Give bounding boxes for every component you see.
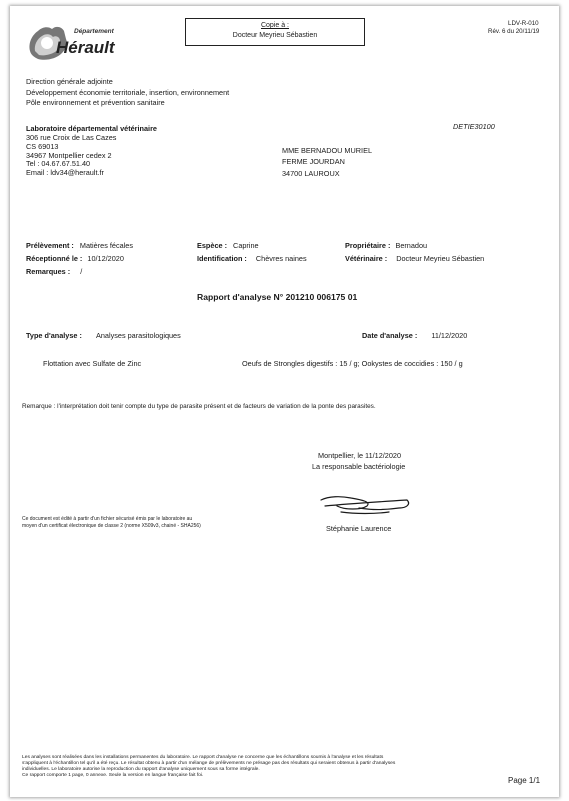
analysis-date-label: Date d'analyse :: [362, 331, 418, 340]
interpretation-remark: Remarque : l'interprétation doit tenir compte du type de parasite présent et de facteurs de variation de la ponte des parasites.: [22, 403, 376, 410]
analysis-result: Oeufs de Strongles digestifs : 15 / g; Ookystes de coccidies : 150 / g: [242, 359, 463, 368]
remarques-value: /: [80, 267, 83, 276]
espece-label: Espèce :: [197, 241, 228, 250]
copy-title: Copie à :: [260, 22, 290, 29]
ref-revision: Rév. 6 du 20/11/19: [488, 28, 540, 35]
recipient-line: MME BERNADOU MURIEL: [282, 146, 373, 155]
lab-line: Tel : 04.67.67.51.40: [26, 159, 91, 169]
recipient-line: 34700 LAUROUX: [282, 168, 340, 178]
analysis-type-row: [26, 331, 181, 340]
direction-line: Pôle environnement et prévention sanitaire: [26, 98, 165, 107]
logo-big-text: Hérault: [56, 38, 115, 57]
direction-line: Développement économie territoriale, insertion, environnement: [26, 87, 230, 97]
report-title: Rapport d'analyse N° 201210 006175 01: [197, 292, 358, 302]
footer-line: Les analyses sont réalisées dans les installations permanentes du laboratoire. Le rapport d'analyse ne concerne que les échantillons soumis à l'analyse et les résultats: [22, 755, 384, 760]
direction-line: Direction générale adjointe: [26, 77, 113, 86]
lab-name: Laboratoire départemental vétérinaire: [26, 124, 157, 133]
prelevement-label: Prélèvement :: [26, 241, 74, 250]
herault-logo: [26, 21, 126, 65]
page-number: Page 1/1: [508, 776, 541, 785]
lab-address: [26, 134, 116, 178]
prelevement-row: [26, 241, 133, 250]
signatory-name: Stéphanie Laurence: [326, 524, 392, 533]
reception-row: [26, 254, 124, 263]
copy-name: Docteur Meyrieu Sébastien: [232, 32, 318, 39]
footer-line: s'appliquent à l'échantillon tel qu'il a été reçu. Le résultat obtenu à partir d'un mélange de prélèvements ne présage pas des résultats qui seraient obtenus à partir d'analyses: [22, 761, 396, 766]
analysis-date-value: 11/12/2020: [431, 331, 468, 340]
lab-line: Email : ldv34@herault.fr: [26, 168, 104, 178]
proprietaire-row: [345, 241, 427, 250]
security-note-line: Ce document est édité à partir d'un fichier sécurisé émis par le laboratoire au: [22, 516, 193, 522]
remarques-row: [26, 267, 82, 276]
espece-value: Caprine: [233, 241, 259, 250]
remarques-label: Remarques :: [26, 267, 71, 276]
identification-row: [197, 254, 307, 263]
veterinaire-label: Vétérinaire :: [345, 254, 388, 263]
analysis-type-label: Type d'analyse :: [26, 331, 82, 340]
reception-value: 10/12/2020: [87, 254, 124, 263]
footer-disclaimer: [22, 755, 477, 779]
veterinaire-value: Docteur Meyrieu Sébastien: [396, 254, 485, 263]
ref-code: LDV-R-010: [508, 20, 539, 27]
handwritten-signature: [315, 484, 415, 524]
veterinaire-row: [345, 254, 484, 263]
espece-row: [197, 241, 259, 250]
proprietaire-label: Propriétaire :: [345, 241, 391, 250]
identification-label: Identification :: [197, 254, 247, 263]
lab-line: CS 69013: [26, 141, 59, 151]
proprietaire-value: Bernadou: [395, 241, 428, 250]
footer-line: individuelles. Le laboratoire autorise la reproduction du rapport d'analyse uniquement sous sa forme intégrale.: [22, 767, 260, 772]
lab-line: 34967 Montpellier cedex 2: [26, 150, 112, 160]
direction-block: [26, 77, 229, 109]
prelevement-value: Matières fécales: [79, 241, 134, 250]
security-note: [22, 516, 201, 529]
logo-small-text: Département: [74, 28, 114, 35]
analysis-type-value: Analyses parasitologiques: [95, 331, 181, 340]
signature-role: La responsable bactériologie: [312, 462, 406, 471]
document-page: [10, 6, 559, 797]
recipient-line: FERME JOURDAN: [282, 157, 345, 167]
security-note-line: moyen d'un certificat électronique de classe 2 (norme X509v3, chainé - SHA256): [22, 522, 201, 529]
footer-line: Ce rapport comporte 1 page, 0 annexe. Seule la version en langue française fait foi.: [22, 773, 204, 778]
reception-label: Réceptionné le :: [26, 254, 83, 263]
analysis-method: Flottation avec Sulfate de Zinc: [43, 359, 142, 368]
recipient-address: [282, 145, 372, 179]
copy-recipient-box: [185, 18, 365, 46]
lab-line: 306 rue Croix de Las Cazes: [26, 133, 117, 142]
signature-place-date: Montpellier, le 11/12/2020: [318, 451, 402, 460]
identification-value: Chèvres naines: [255, 254, 307, 263]
analysis-date-row: [362, 331, 467, 340]
document-code: DETIE30100: [453, 122, 495, 131]
